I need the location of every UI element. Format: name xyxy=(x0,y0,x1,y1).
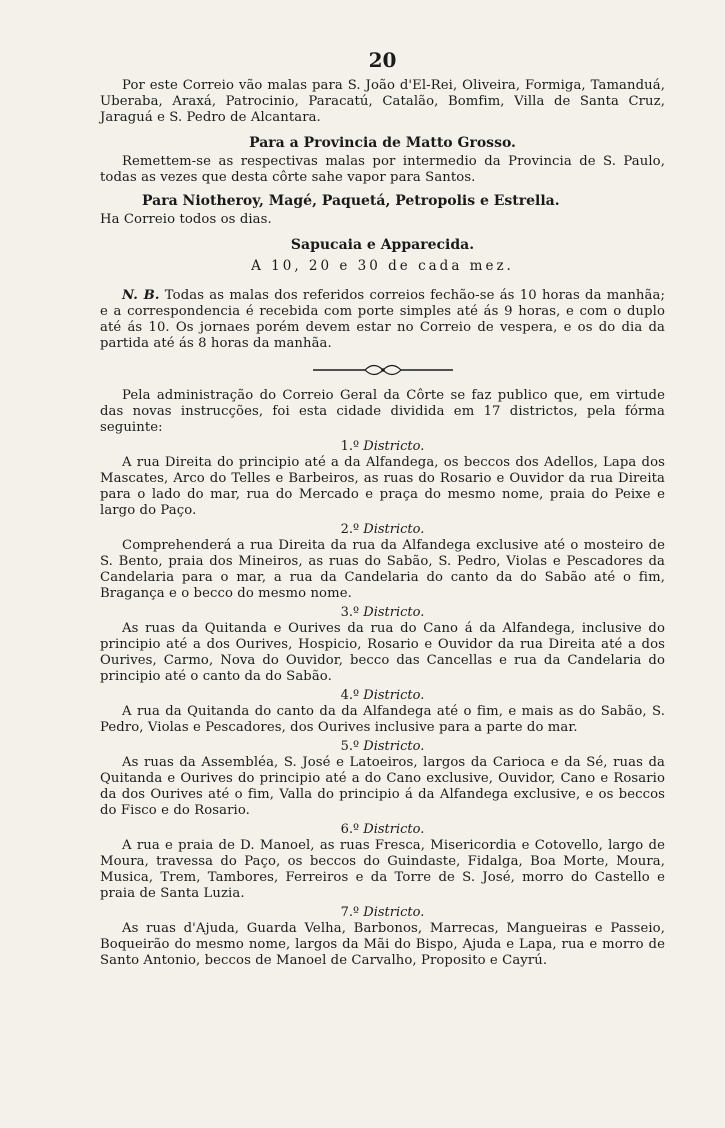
district-7 xyxy=(100,905,665,969)
district-ordinal: 5.º xyxy=(340,739,360,754)
district-ordinal: 6.º xyxy=(340,822,360,837)
district-heading xyxy=(100,905,665,921)
district-label: Districto. xyxy=(363,605,425,620)
heading-niotheroy: Para Niotheroy, Magé, Paquetá, Petropolis e Estrella. xyxy=(142,193,560,209)
district-text: A rua Direita do principio até a da Alfandega, os beccos dos Adellos, Lapa dos Mascates, Arco do Telles e Barbeiros, as ruas do Rosario e Ouvidor da rua Direita para o lado do mar, rua do Mercado e praça do mesmo nome, praia do Peixe e largo do Paço. xyxy=(100,455,665,518)
district-label: Districto. xyxy=(363,439,425,454)
district-4 xyxy=(100,688,665,736)
district-heading xyxy=(100,605,665,621)
district-label: Districto. xyxy=(363,822,425,837)
district-heading xyxy=(100,739,665,755)
district-heading xyxy=(100,822,665,838)
district-text: As ruas da Assembléa, S. José e Latoeiros, largos da Carioca e da Sé, ruas da Quitanda e Ourives do principio até a do Cano exclusive, Ouvidor, Cano e Rosario da dos Ourives até o fim, Valla do principio á da Alfandega exclusive, e os beccos do Fisco e do Rosario. xyxy=(100,755,665,818)
district-heading xyxy=(100,522,665,538)
district-2 xyxy=(100,522,665,602)
district-text: A rua e praia de D. Manoel, as ruas Fresca, Misericordia e Cotovello, largo de Moura, travessa do Paço, os beccos do Guindaste, Fidalga, Boa Morte, Moura, Musica, Trem, Tambores, Ferreiros e da Torre de S. José, morro do Castello e praia de Santa Luzia. xyxy=(100,838,665,901)
district-text: A rua da Quitanda do canto da da Alfandega até o fim, e mais as do Sabão, S. Pedro, Violas e Pescadores, dos Ourives inclusive para a parte do mar. xyxy=(100,704,665,735)
district-ordinal: 4.º xyxy=(340,688,360,703)
paragraph-niotheroy: Ha Correio todos os dias. xyxy=(100,212,272,227)
paragraph-minas-mail: Por este Correio vão malas para S. João d'El-Rei, Oliveira, Formiga, Tamanduá, Uberaba, Araxá, Patrocinio, Paracatú, Catalão, Bomfim, Villa de Santa Cruz, Jaraguá e S. Pedro de Alcantara. xyxy=(100,78,665,125)
district-heading xyxy=(100,688,665,704)
page-number: 20 xyxy=(368,48,397,72)
nota-bene-label: N. B. xyxy=(122,288,160,303)
district-label: Districto. xyxy=(363,905,425,920)
district-ordinal: 7.º xyxy=(340,905,360,920)
ornamental-rule xyxy=(313,364,453,376)
district-label: Districto. xyxy=(363,522,425,537)
district-label: Districto. xyxy=(363,688,425,703)
district-6 xyxy=(100,822,665,902)
district-label: Districto. xyxy=(363,739,425,754)
heading-matto-grosso: Para a Provincia de Matto Grosso. xyxy=(249,135,516,151)
district-text: As ruas da Quitanda e Ourives da rua do Cano á da Alfandega, inclusive do principio até a dos Ourives, Hospicio, Rosario e Ouvidor da rua Direita até a dos Ourives, Carmo, Nova do Ouvidor, becco das Cancellas e rua da Candelaria do principio até o canto da do Sabão. xyxy=(100,621,665,684)
paragraph-matto-grosso: Remettem-se as respectivas malas por intermedio da Provincia de S. Paulo, todas as vezes que desta côrte sahe vapor para Santos. xyxy=(100,154,665,185)
district-heading xyxy=(100,439,665,455)
district-list xyxy=(100,439,665,969)
intro-paragraph: Pela administração do Correio Geral da Côrte se faz publico que, em virtude das novas instrucções, foi esta cidade dividida em 17 districtos, pela fórma seguinte: xyxy=(100,388,665,435)
district-5 xyxy=(100,739,665,819)
district-ordinal: 1.º xyxy=(340,439,360,454)
district-3 xyxy=(100,605,665,685)
nota-bene xyxy=(100,288,665,352)
heading-sapucaia: Sapucaia e Apparecida. xyxy=(290,237,475,253)
district-text: As ruas d'Ajuda, Guarda Velha, Barbonos, Marrecas, Mangueiras e Passeio, Boqueirão do mesmo nome, largos da Mãi do Bispo, Ajuda e Lapa, rua e morro de Santo Antonio, beccos de Manoel de Carvalho, Proposito e Cayrú. xyxy=(100,921,665,968)
district-text: Comprehenderá a rua Direita da rua da Alfandega exclusive até o mosteiro de S. Bento, praia dos Mineiros, as ruas do Sabão, S. Pedro, Violas e Pescadores da Candelaria para o mar, a rua da Candelaria do canto da do Sabão até o fim, Bragança e o becco do mesmo nome. xyxy=(100,538,665,601)
district-1 xyxy=(100,439,665,519)
district-ordinal: 2.º xyxy=(340,522,360,537)
schedule-sapucaia: A 10, 20 e 30 de cada mez. xyxy=(251,258,514,274)
nota-bene-text: Todas as malas dos referidos correios fechão-se ás 10 horas da manhãa; e a correspondencia é recebida com porte simples até ás 9 horas, e com o duplo até ás 10. Os jornaes porém devem estar no Correio de vespera, e os do dia da partida até ás 8 horas da manhãa. xyxy=(100,288,665,351)
district-ordinal: 3.º xyxy=(340,605,360,620)
